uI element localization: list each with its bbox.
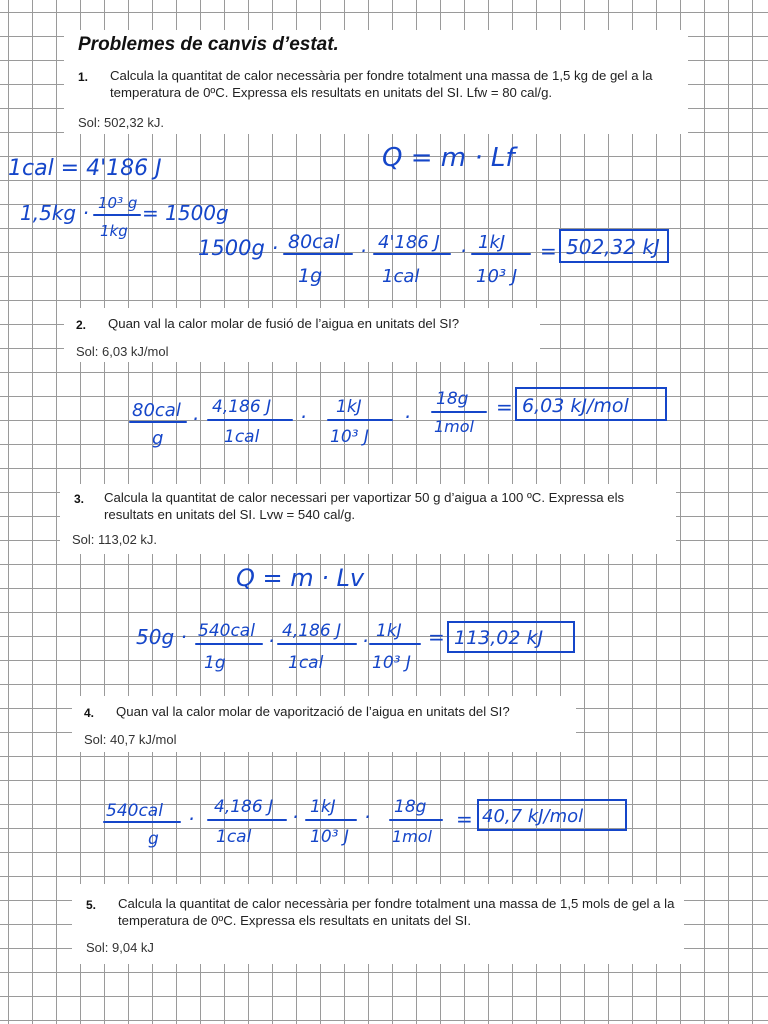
hw-4-dot-3: · [364, 805, 371, 829]
hw-4-dot-2: · [292, 805, 299, 829]
hw-2-frac-1-den: g [152, 428, 164, 449]
problem-2-text: Quan val la calor molar de fusió de l’aigua en unitats del SI? [108, 316, 460, 331]
hw-4-frac-2-den: 1cal [216, 827, 252, 847]
hw-2-frac-3-num: 1kJ [336, 397, 362, 417]
page-title: Problemes de canvis d’estat. [78, 34, 339, 55]
problem-4-number: 4. [84, 706, 95, 720]
hw-3-frac-3-num: 1kJ [376, 621, 402, 641]
hw-2-dot-1: · [192, 407, 199, 431]
problem-1-text: Calcula la quantitat de calor necessària per fondre totalment una massa de 1,5 kg de gel a la temperatura de 0ºC. Expressa els resultats en unitats del SI. Lfw = 80 cal/g. [110, 68, 653, 100]
hw-3-frac-3-den: 10³ J [372, 653, 411, 673]
hw-1-equals: = [540, 239, 557, 263]
hw-2-frac-3-den: 10³ J [330, 427, 369, 447]
problem-2-number: 2. [76, 318, 87, 332]
hw-1-conversion1: 1cal = 4'186 J [8, 156, 162, 181]
hw-3-frac-2-num: 4,186 J [282, 621, 342, 641]
hw-3-frac-1-num: 540cal [198, 621, 255, 641]
hw-3-dot-2: · [362, 629, 369, 653]
problem-4-text: Quan val la calor molar de vaporització de l’aigua en unitats del SI? [116, 704, 510, 719]
hw-1-start: 1500g · [198, 236, 279, 260]
hw-2-frac-4-den: 1mol [434, 417, 474, 436]
hw-1-answer: 502,32 kJ [566, 235, 660, 259]
hw-3-formula: Q = m · Lv [236, 564, 365, 592]
hw-4-frac-4-den: 1mol [392, 827, 432, 846]
problem-1-solution: Sol: 502,32 kJ. [78, 115, 164, 130]
hw-1-conversion2-result: = 1500g [142, 201, 229, 225]
hw-4-frac-3-den: 10³ J [310, 827, 349, 847]
hw-3-frac-1-den: 1g [204, 653, 226, 673]
hw-2-dot-3: · [404, 405, 411, 429]
hw-4-dot-1: · [188, 807, 195, 831]
hw-2-frac-4-num: 18g [436, 389, 469, 409]
problem-5-number: 5. [86, 898, 97, 912]
hw-3-answer: 113,02 kJ [454, 627, 544, 649]
hw-3-equals: = [428, 625, 445, 649]
hw-1-frac-2-den: 1cal [382, 266, 420, 287]
problem-4-solution: Sol: 40,7 kJ/mol [84, 732, 177, 747]
hw-1-dot-2: · [460, 239, 467, 263]
hw-1-conversion2-num: 10³ g [98, 194, 138, 212]
hw-1-conversion2-left: 1,5kg · [20, 201, 89, 225]
hw-2-equals: = [496, 395, 513, 419]
problem-1-number: 1. [78, 70, 89, 84]
problem-3-text: Calcula la quantitat de calor necessari per vaportizar 50 g d’aigua a 100 ºC. Expressa els resultats en unitats del SI. Lvw = 540 cal/g. [104, 490, 625, 522]
hw-4-frac-4-num: 18g [394, 797, 427, 817]
hw-2-frac-2-num: 4,186 J [212, 397, 272, 417]
hw-4-frac-3-num: 1kJ [310, 797, 336, 817]
hw-4-equals: = [456, 807, 473, 831]
hw-2-answer: 6,03 kJ/mol [522, 395, 629, 417]
hw-2-frac-2-den: 1cal [224, 427, 260, 447]
hw-1-conversion2-den: 1kg [100, 222, 128, 240]
hw-1-frac-2-num: 4'186 J [378, 232, 440, 253]
problem-3-solution: Sol: 113,02 kJ. [72, 532, 158, 547]
hw-1-formula: Q = m · Lf [382, 143, 515, 173]
hw-3-frac-2-den: 1cal [288, 653, 324, 673]
hw-4-frac-1-num: 540cal [106, 801, 163, 821]
hw-1-dot-1: · [360, 239, 367, 263]
hw-4-frac-2-num: 4,186 J [214, 797, 274, 817]
hw-3-start: 50g · [136, 625, 187, 649]
hw-1-frac-3-den: 10³ J [476, 266, 518, 287]
problem-2-solution: Sol: 6,03 kJ/mol [76, 344, 169, 359]
hw-2-frac-1-num: 80cal [132, 400, 181, 421]
problem-3-number: 3. [74, 492, 85, 506]
hw-4-frac-1-den: g [148, 829, 159, 849]
hw-1-frac-1-den: 1g [298, 265, 323, 287]
hw-1-frac-3-num: 1kJ [478, 232, 506, 253]
hw-2-dot-2: · [300, 405, 307, 429]
hw-1-frac-1-num: 80cal [288, 231, 340, 253]
problem-5-text: Calcula la quantitat de calor necessària per fondre totalment una massa de 1,5 mols de gel a la temperatura de 0ºC. Expressa els resultats en unitats del SI. [118, 896, 675, 928]
problem-5-solution: Sol: 9,04 kJ [86, 940, 154, 955]
hw-4-answer: 40,7 kJ/mol [482, 806, 584, 827]
hw-3-dot-1: · [268, 629, 275, 653]
